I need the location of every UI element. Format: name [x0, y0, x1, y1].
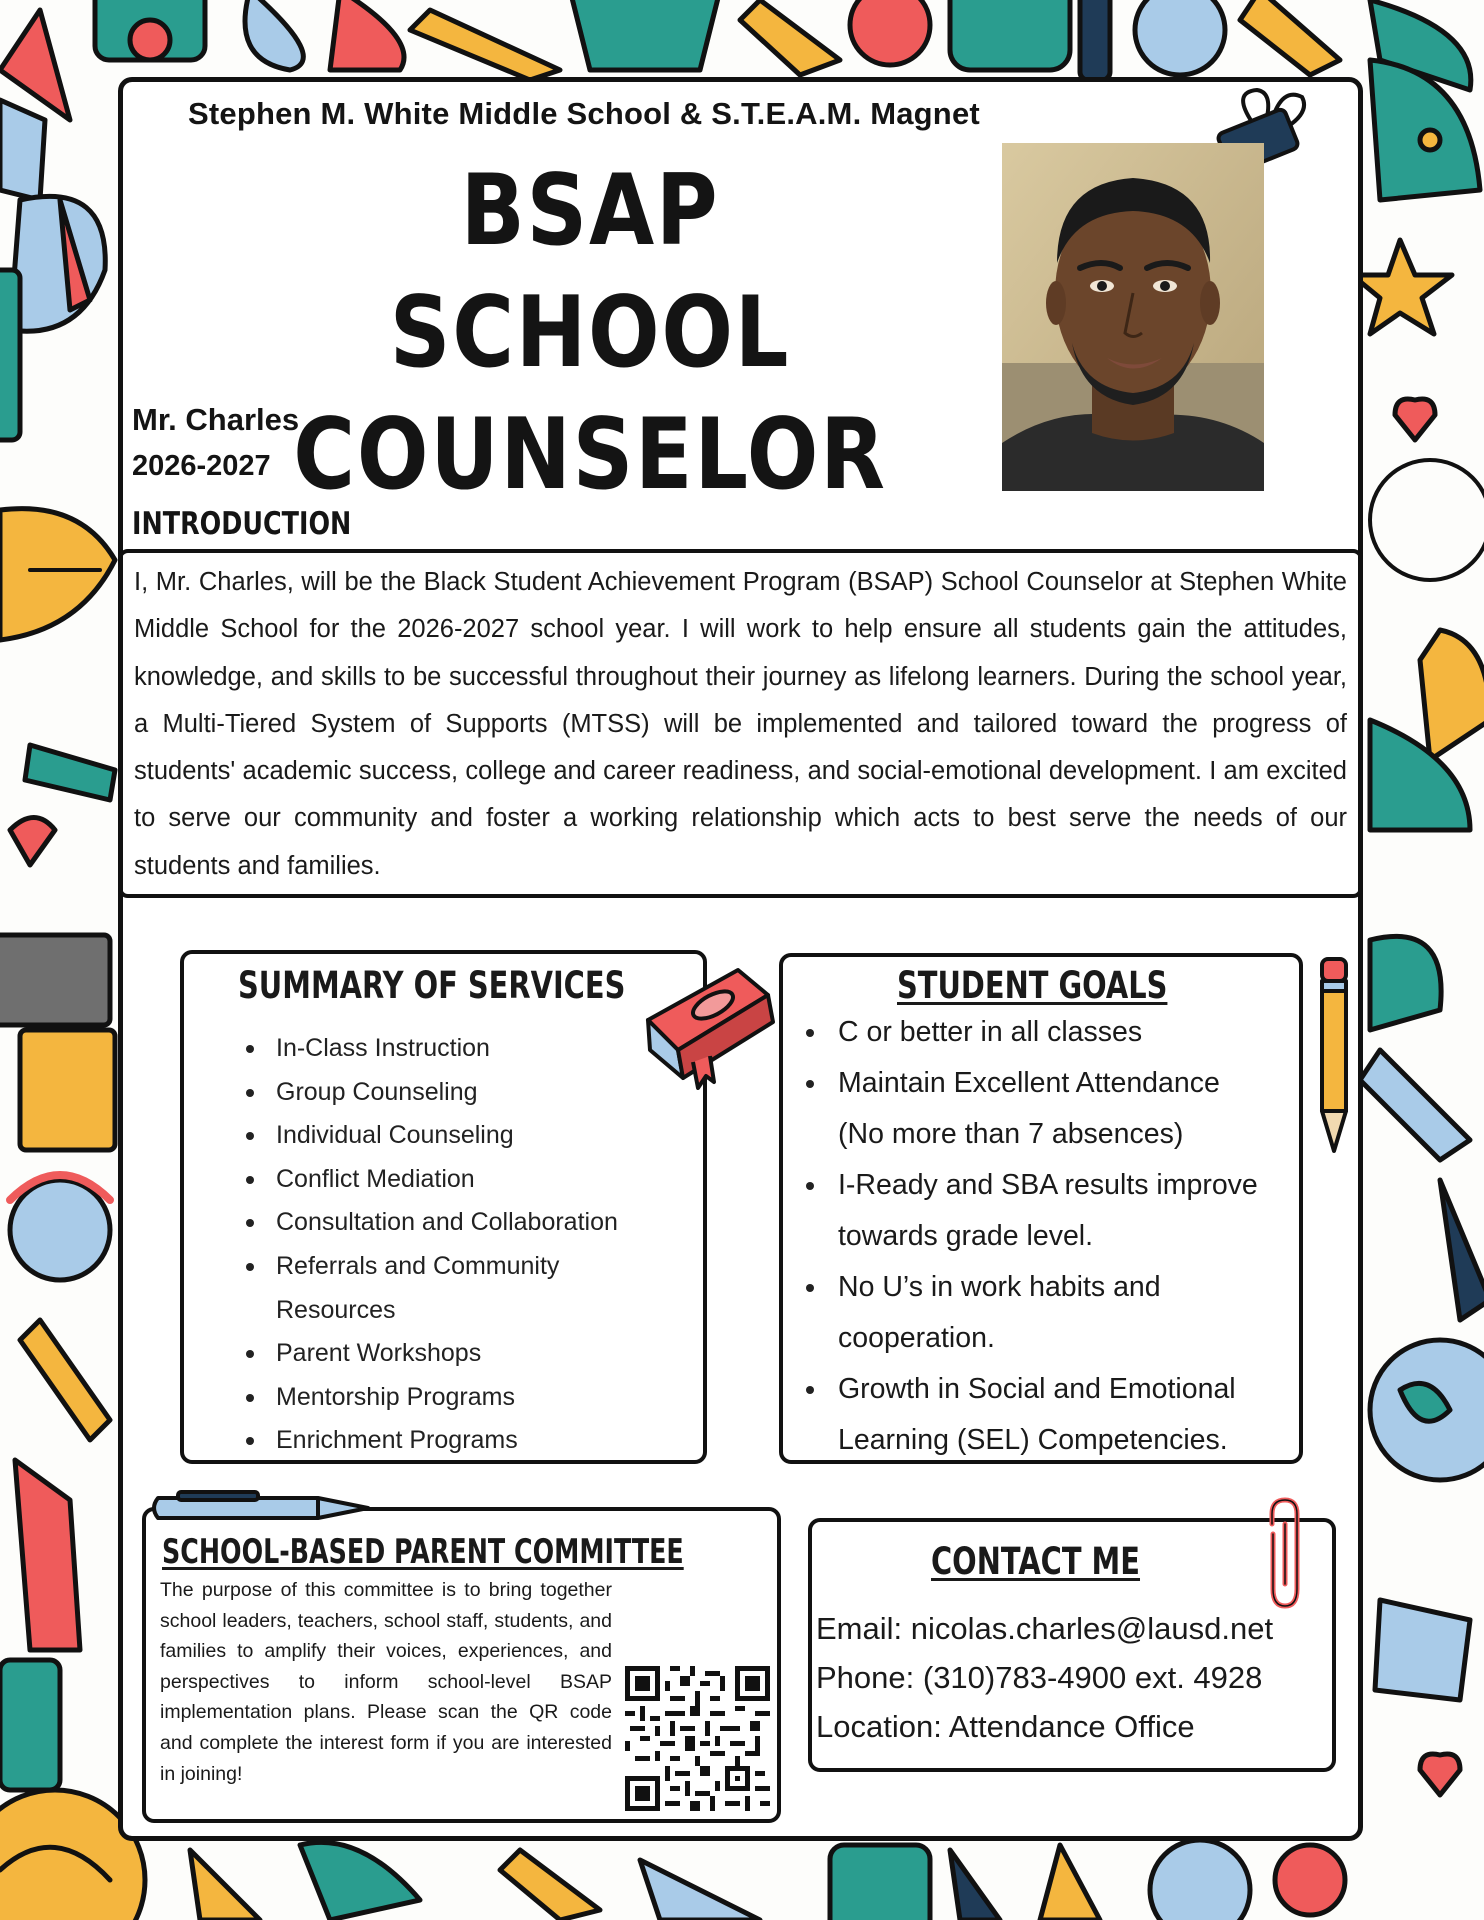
list-item: Group Counseling — [246, 1071, 666, 1115]
list-item: Consultation and Collaboration — [246, 1201, 666, 1245]
pencil-icon — [1312, 955, 1357, 1155]
parent-committee-text: The purpose of this committee is to bring together school leaders, teachers, school staff, students, and families to amplify their voices, experiences, and perspectives to inform school-level BSAP implementation plans. Please scan the QR code and complete the interest form if you are interested in joining! — [160, 1579, 612, 1785]
list-item: Maintain Excellent Attendance (No more than 7 absences) — [806, 1058, 1268, 1160]
contact-heading: CONTACT ME — [931, 1540, 1141, 1583]
list-item: Growth in Social and Emotional Learning (SEL) Competencies. — [806, 1364, 1298, 1466]
introduction-box — [118, 549, 1363, 898]
parent-committee-heading: SCHOOL-BASED PARENT COMMITTEE — [162, 1532, 684, 1572]
paperclip-icon — [1258, 1494, 1308, 1614]
school-name: Stephen M. White Middle School & S.T.E.A.M. Magnet — [188, 96, 980, 131]
introduction-heading: INTRODUCTION — [132, 506, 352, 542]
list-item: In-Class Instruction — [246, 1027, 666, 1071]
contact-phone[interactable]: Phone: (310)783-4900 ext. 4928 — [816, 1660, 1263, 1695]
list-item: No U’s in work habits and cooperation. — [806, 1262, 1228, 1364]
services-list — [246, 1027, 666, 1463]
services-heading: SUMMARY OF SERVICES — [238, 964, 626, 1007]
counselor-name: Mr. Charles — [132, 402, 300, 437]
list-item: Referrals and Community Resources — [246, 1245, 596, 1332]
goals-heading: STUDENT GOALS — [897, 964, 1168, 1007]
contact-email[interactable]: Email: nicolas.charles@lausd.net — [816, 1611, 1274, 1646]
list-item: C or better in all classes — [806, 1007, 1276, 1058]
introduction-text: I, Mr. Charles, will be the Black Student Achievement Program (BSAP) School Counselor at Stephen White Middle School for the 2026-2027 school year. I will work to help ensure all students gain the attitudes, knowledge, and skills to be successful throughout their journey as lifelong learners. During the school year, a Multi-Tiered System of Supports (MTSS) will be implemented and tailored toward the progress of students' academic success, college and career readiness, and social-emotional development. I am excited to serve our community and foster a working relationship which acts to best serve the needs of our students and families. — [134, 568, 1347, 880]
school-year: 2026-2027 — [132, 450, 271, 482]
goals-list — [806, 1007, 1276, 1466]
page-title — [280, 150, 899, 516]
title-line-2: COUNSELOR — [293, 398, 887, 512]
list-item: I-Ready and SBA results improve towards grade level. — [806, 1160, 1298, 1262]
list-item: Mentorship Programs — [246, 1376, 666, 1420]
list-item: Parent Workshops — [246, 1332, 666, 1376]
title-line-1: BSAP SCHOOL — [389, 154, 791, 390]
list-item: Conflict Mediation — [246, 1158, 666, 1202]
pen-icon — [148, 1486, 373, 1526]
contact-location: Location: Attendance Office — [816, 1709, 1195, 1744]
list-item: Individual Counseling — [246, 1114, 666, 1158]
contact-details — [816, 1604, 1273, 1751]
counselor-photo — [1002, 143, 1264, 491]
qr-code[interactable] — [625, 1666, 770, 1811]
list-item: Enrichment Programs — [246, 1419, 666, 1463]
